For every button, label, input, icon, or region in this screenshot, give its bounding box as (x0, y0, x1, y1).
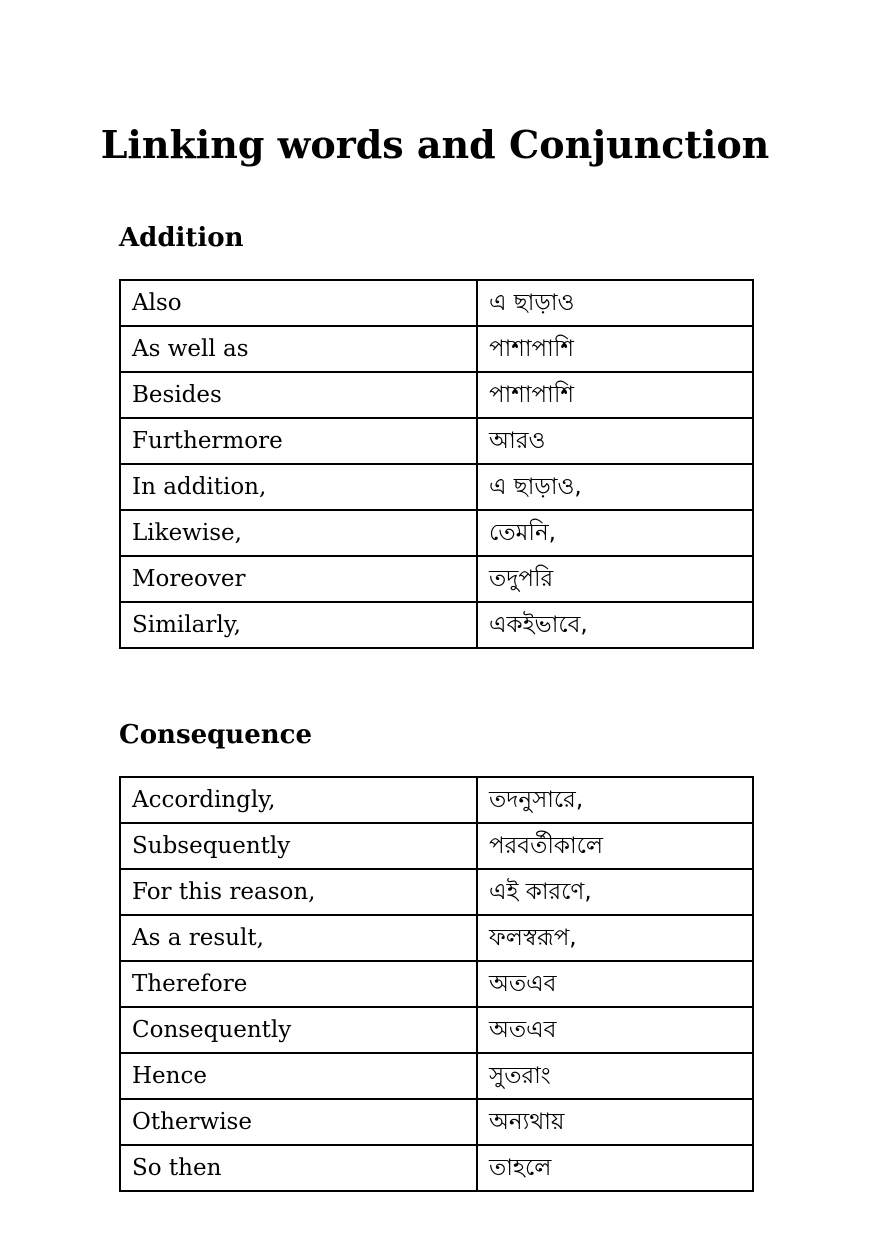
english-term: Otherwise (120, 1099, 477, 1145)
english-term: As well as (120, 326, 477, 372)
section-heading-addition: Addition (119, 223, 244, 253)
english-term: Also (120, 280, 477, 326)
bengali-translation: তদুপরি (477, 556, 753, 602)
bengali-translation: এ ছাড়াও, (477, 464, 753, 510)
table-row (120, 602, 753, 648)
bengali-translation: অতএব (477, 961, 753, 1007)
table-row (120, 1099, 753, 1145)
english-term: Consequently (120, 1007, 477, 1053)
english-term: Likewise, (120, 510, 477, 556)
bengali-translation: অতএব (477, 1007, 753, 1053)
section-heading-consequence: Consequence (119, 720, 313, 750)
english-term: For this reason, (120, 869, 477, 915)
english-term: So then (120, 1145, 477, 1191)
english-term: As a result, (120, 915, 477, 961)
english-term: Subsequently (120, 823, 477, 869)
table-row (120, 280, 753, 326)
bengali-translation: পাশাপাশি (477, 372, 753, 418)
english-term: Therefore (120, 961, 477, 1007)
english-term: Hence (120, 1053, 477, 1099)
table-row (120, 1053, 753, 1099)
table-row (120, 326, 753, 372)
english-term: Accordingly, (120, 777, 477, 823)
english-term: In addition, (120, 464, 477, 510)
consequence-table (119, 776, 754, 1192)
bengali-translation: পাশাপাশি (477, 326, 753, 372)
english-term: Moreover (120, 556, 477, 602)
table-row (120, 823, 753, 869)
bengali-translation: তেমনি, (477, 510, 753, 556)
bengali-translation: এই কারণে, (477, 869, 753, 915)
bengali-translation: তদনুসারে, (477, 777, 753, 823)
table-row (120, 915, 753, 961)
table-row (120, 556, 753, 602)
english-term: Similarly, (120, 602, 477, 648)
bengali-translation: একইভাবে, (477, 602, 753, 648)
table-row (120, 1007, 753, 1053)
bengali-translation: পরবর্তীকালে (477, 823, 753, 869)
english-term: Furthermore (120, 418, 477, 464)
english-term: Besides (120, 372, 477, 418)
table-row (120, 510, 753, 556)
bengali-translation: ফলস্বরূপ, (477, 915, 753, 961)
bengali-translation: তাহলে (477, 1145, 753, 1191)
bengali-translation: সুতরাং (477, 1053, 753, 1099)
addition-table (119, 279, 754, 649)
table-row (120, 1145, 753, 1191)
table-row (120, 464, 753, 510)
table-row (120, 869, 753, 915)
page-title: Linking words and Conjunction (100, 122, 770, 167)
table-row (120, 418, 753, 464)
table-row (120, 777, 753, 823)
bengali-translation: আরও (477, 418, 753, 464)
bengali-translation: এ ছাড়াও (477, 280, 753, 326)
bengali-translation: অন্যথায় (477, 1099, 753, 1145)
table-row (120, 961, 753, 1007)
table-row (120, 372, 753, 418)
